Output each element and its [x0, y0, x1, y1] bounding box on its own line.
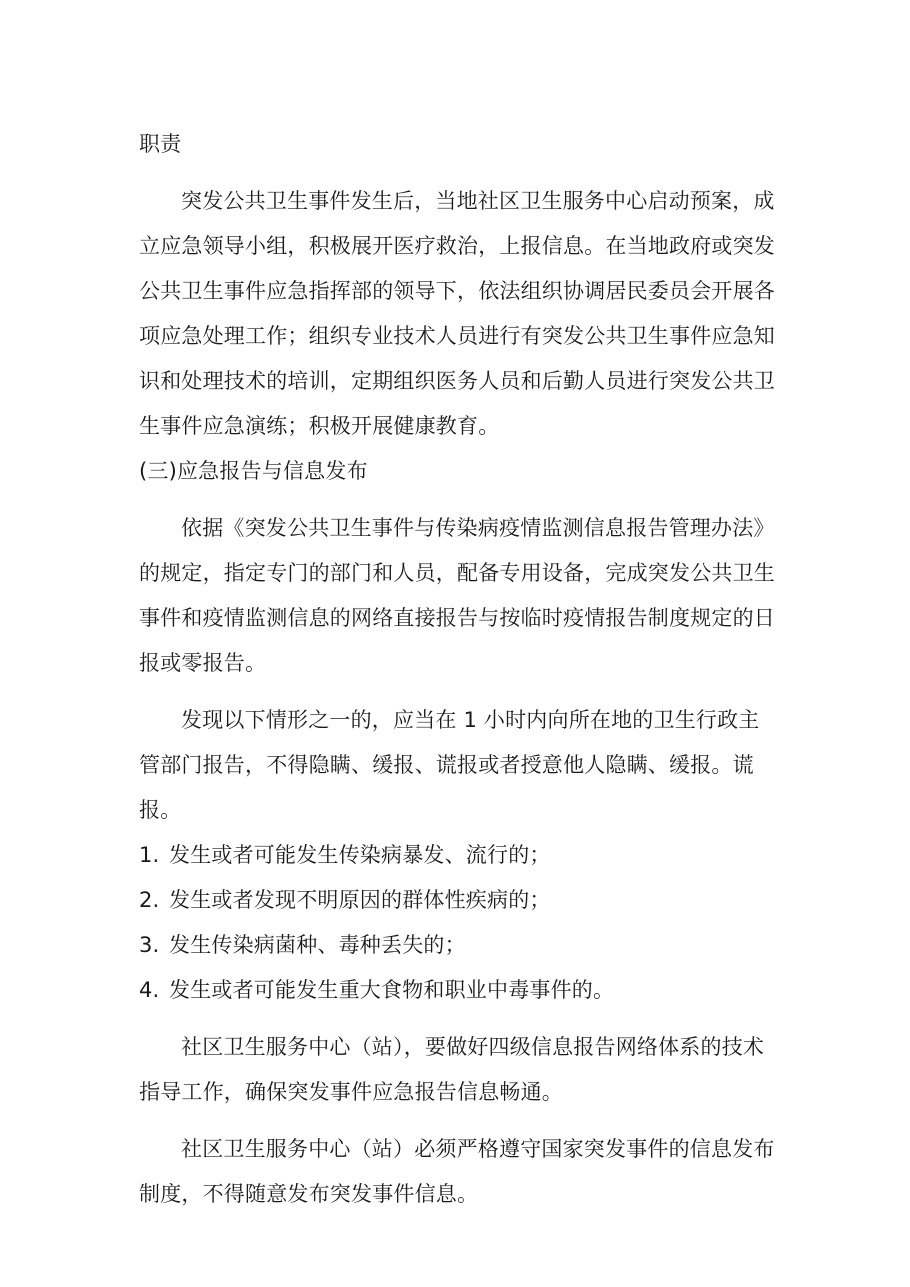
- paragraph-4: 社区卫生服务中心（站），要做好四级信息报告网络体系的技术指导工作，确保突发事件应急报告信息畅通。: [139, 1035, 765, 1104]
- list-text: 发生或者发现不明原因的群体性疾病的；: [169, 888, 551, 912]
- list-item: [139, 878, 779, 923]
- list-number: 2.: [139, 888, 160, 912]
- list-number: 1.: [139, 843, 160, 867]
- list-item: [139, 833, 779, 878]
- paragraph-heading-top: 职责: [139, 132, 182, 156]
- list-number: 3.: [139, 933, 160, 957]
- document-body: [139, 122, 779, 1217]
- list-item: [139, 968, 779, 1013]
- paragraph-3: 发现以下情形之一的，应当在 1 小时内向所在地的卫生行政主管部门报告，不得隐瞒、缓报、谎报或者授意他人隐瞒、缓报。谎报。: [139, 708, 760, 822]
- list-text: 发生或者可能发生重大食物和职业中毒事件的。: [169, 978, 615, 1002]
- list-text: 发生传染病菌种、毒种丢失的；: [169, 933, 466, 957]
- paragraph-5: 社区卫生服务中心（站）必须严格遵守国家突发事件的信息发布制度，不得随意发布突发事件信息。: [139, 1137, 775, 1206]
- paragraph-2: 依据《突发公共卫生事件与传染病疫情监测信息报告管理办法》的规定，指定专门的部门和人员，配备专用设备，完成突发公共卫生事件和疫情监测信息的网络直接报告与按临时疫情报告制度规定的日报或零报告。: [139, 516, 775, 675]
- section-heading: (三)应急报告与信息发布: [139, 459, 368, 483]
- list-text: 发生或者可能发生传染病暴发、流行的；: [169, 843, 551, 867]
- paragraph-1: 突发公共卫生事件发生后，当地社区卫生服务中心启动预案，成立应急领导小组，积极展开医疗救治，上报信息。在当地政府或突发公共卫生事件应急指挥部的领导下，依法组织协调居民委员会开展各项应急处理工作；组织专业技术人员进行有突发公共卫生事件应急知识和处理技术的培训，定期组织医务人员和后勤人员进行突发公共卫生事件应急演练；积极开展健康教育。: [139, 189, 775, 438]
- list-number: 4.: [139, 978, 160, 1002]
- list-item: [139, 923, 779, 968]
